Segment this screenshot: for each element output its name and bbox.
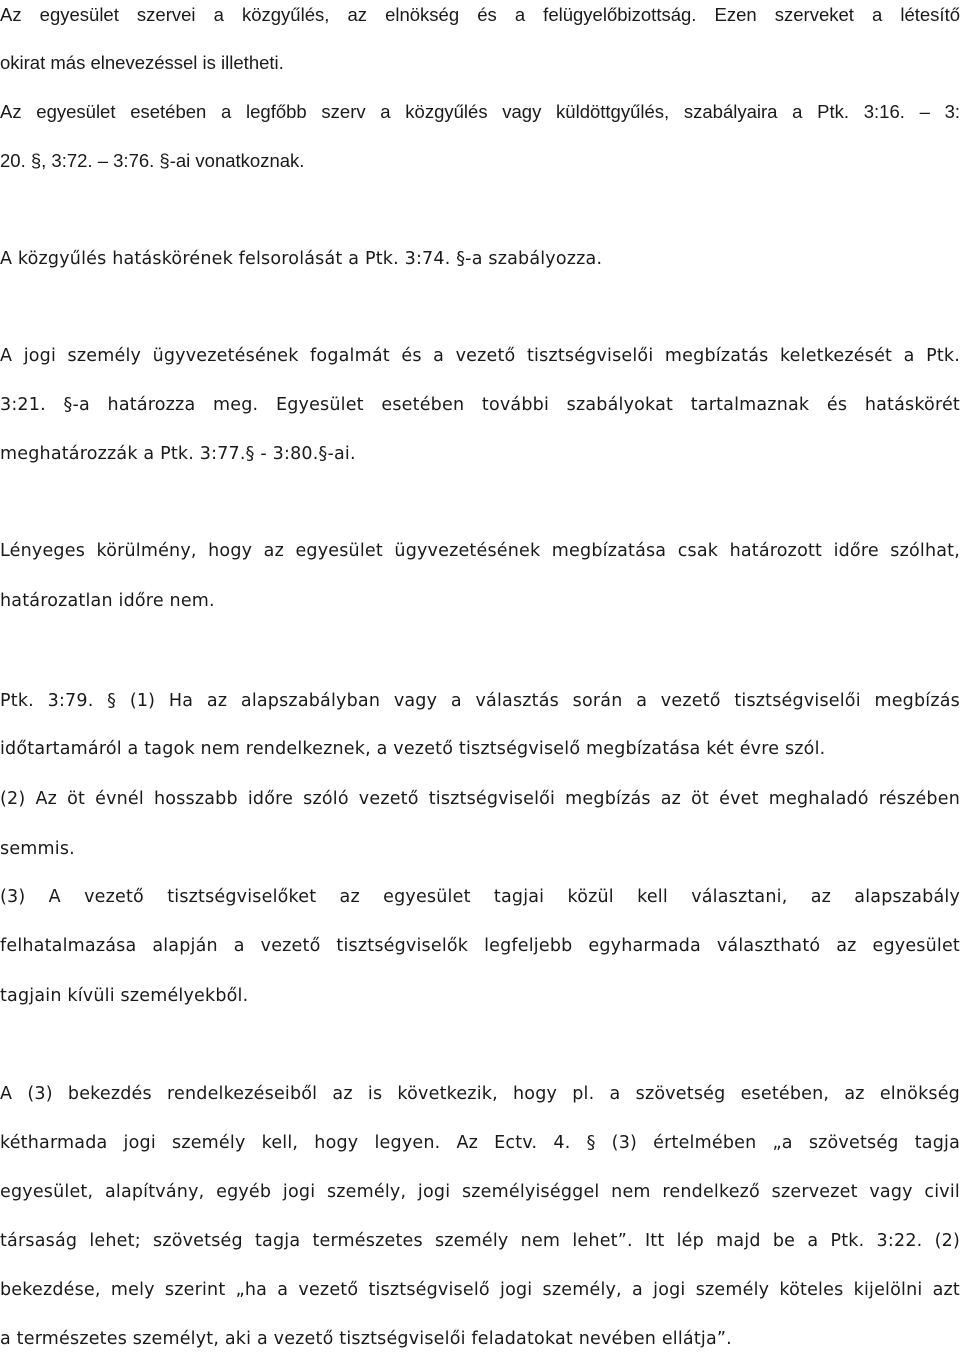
text-line: (2) Az öt évnél hosszabb időre szóló vezető tisztségviselői megbízás az öt évet meghaladó részében: [0, 789, 960, 809]
text-line: felhatalmazása alapján a vezető tisztségviselők legfeljebb egyharmada választható az egyesület: [0, 936, 960, 956]
text-line: kétharmada jogi személy kell, hogy legyen. Az Ectv. 4. § (3) értelmében „a szövetség tagja: [0, 1133, 960, 1153]
text-line: semmis.: [0, 839, 75, 859]
text-line: időtartamáról a tagok nem rendelkeznek, a vezető tisztségviselő megbízatása két évre szól.: [0, 739, 826, 759]
text-line: Az egyesület szervei a közgyűlés, az elnökség és a felügyelőbizottság. Ezen szerveket a létesítő: [0, 4, 960, 25]
text-line: 20. §, 3:72. – 3:76. §-ai vonatkoznak.: [0, 150, 305, 171]
text-line: Ptk. 3:79. § (1) Ha az alapszabályban vagy a választás során a vezető tisztségviselői megbízás: [0, 691, 960, 711]
text-line: 3:21. §-a határozza meg. Egyesület esetében további szabályokat tartalmaznak és hatáskörét: [0, 395, 960, 415]
text-line: A közgyűlés hatáskörének felsorolását a Ptk. 3:74. §-a szabályozza.: [0, 249, 603, 269]
text-line: okirat más elnevezéssel is illetheti.: [0, 52, 284, 73]
text-line: Az egyesület esetében a legfőbb szerv a közgyűlés vagy küldöttgyűlés, szabályaira a Ptk. 3:16. – 3:: [0, 101, 960, 122]
text-line: A jogi személy ügyvezetésének fogalmát és a vezető tisztségviselői megbízatás keletkezését a Ptk.: [0, 346, 960, 366]
text-line: határozatlan időre nem.: [0, 591, 215, 611]
text-line: a természetes személyt, aki a vezető tisztségviselői feladatokat nevében ellátja”.: [0, 1329, 732, 1349]
text-line: Lényeges körülmény, hogy az egyesület ügyvezetésének megbízatása csak határozott időre szólhat,: [0, 541, 960, 561]
text-line: meghatározzák a Ptk. 3:77.§ - 3:80.§-ai.: [0, 444, 356, 464]
text-line: társaság lehet; szövetség tagja természetes személy nem lehet”. Itt lép majd be a Ptk. 3:22. (2): [0, 1231, 960, 1251]
text-line: A (3) bekezdés rendelkezéseiből az is következik, hogy pl. a szövetség esetében, az elnökség: [0, 1084, 960, 1104]
text-line: bekezdése, mely szerint „ha a vezető tisztségviselő jogi személy, a jogi személy köteles kijelölni azt: [0, 1280, 960, 1300]
text-line: egyesület, alapítvány, egyéb jogi személy, jogi személyiséggel nem rendelkező szervezet vagy civil: [0, 1182, 960, 1202]
text-line: tagjain kívüli személyekből.: [0, 986, 249, 1006]
text-line: (3) A vezető tisztségviselőket az egyesület tagjai közül kell választani, az alapszabály: [0, 887, 960, 907]
